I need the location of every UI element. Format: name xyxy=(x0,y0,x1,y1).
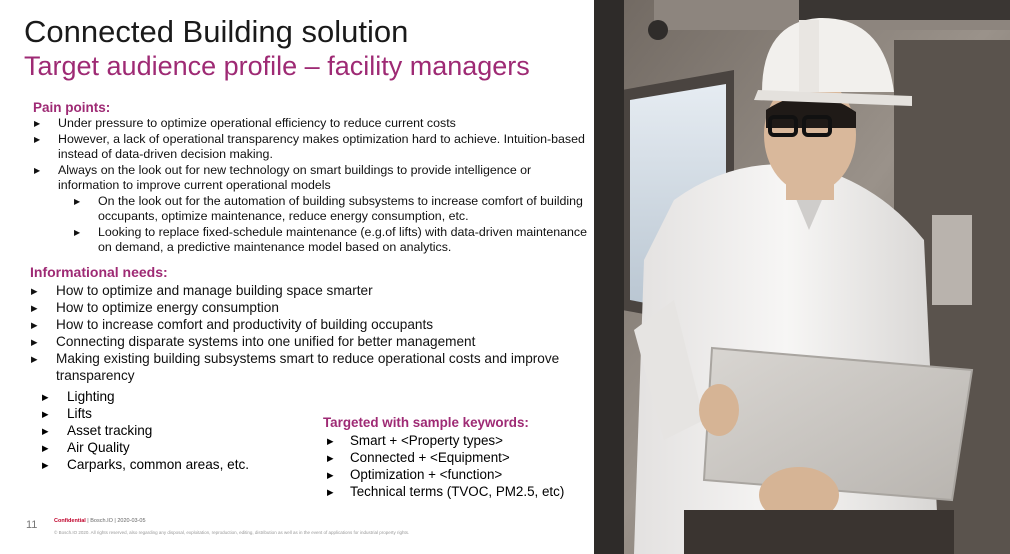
keywords-list xyxy=(323,432,588,500)
pain-points-heading: Pain points: xyxy=(33,100,111,115)
pain-point-item: ▶ Under pressure to optimize operational efficiency to reduce current costs xyxy=(28,116,593,132)
keyword-item: ▶ Smart + <Property types> xyxy=(323,432,588,449)
informational-need-item: ▶ How to optimize and manage building space smarter xyxy=(28,282,593,299)
informational-need-item: ▶ How to increase comfort and productivity of building occupants xyxy=(28,316,593,333)
slide-subtitle: Target audience profile – facility managers xyxy=(24,51,530,81)
slide-title: Connected Building solution xyxy=(24,14,409,49)
informational-need-item: ▶ How to optimize energy consumption xyxy=(28,299,593,316)
page-number: 11 xyxy=(26,519,38,531)
informational-needs-sublist xyxy=(39,388,249,473)
subsystem-item: ▶ Lighting xyxy=(39,388,249,405)
keyword-item: ▶ Optimization + <function> xyxy=(323,466,588,483)
informational-need-item: ▶ Making existing building subsystems smart to reduce operational costs and improve transparency xyxy=(28,350,593,384)
keyword-item: ▶ Technical terms (TVOC, PM2.5, etc) xyxy=(323,483,588,500)
pain-point-item: ▶ However, a lack of operational transparency makes optimization hard to achieve. Intuition-based instead of data-driven decision making. xyxy=(28,132,593,163)
informational-needs-list xyxy=(28,282,593,384)
subsystem-item: ▶ Asset tracking xyxy=(39,422,249,439)
subsystem-item: ▶ Carparks, common areas, etc. xyxy=(39,456,249,473)
pain-points-list xyxy=(28,116,593,256)
pain-point-subitem: ▶ Looking to replace fixed-schedule maintenance (e.g.of lifts) with data-driven maintenance on demand, a predictive maintenance model based on analytics. xyxy=(28,225,593,256)
keyword-item: ▶ Connected + <Equipment> xyxy=(323,449,588,466)
informational-needs-heading: Informational needs: xyxy=(30,263,168,280)
footer-meta-text: | Bosch.IO | 2020-03-05 xyxy=(85,518,146,524)
footer-meta xyxy=(54,518,146,524)
subsystem-item: ▶ Air Quality xyxy=(39,439,249,456)
pain-point-subitem: ▶ On the look out for the automation of building subsystems to increase comfort of building occupants, optimize maintenance, reduce energy consumption, etc. xyxy=(28,194,593,225)
pain-point-item: ▶ Always on the look out for new technology on smart buildings to provide intelligence or information to improve current operational models xyxy=(28,163,593,194)
subsystem-item: ▶ Lifts xyxy=(39,405,249,422)
informational-need-item: ▶ Connecting disparate systems into one unified for better management xyxy=(28,333,593,350)
slide-content xyxy=(28,100,593,384)
engineer-photo xyxy=(594,0,1010,554)
footer-copyright: © Bosch.IO 2020. All rights reserved, also regarding any disposal, exploitation, reproduction, editing, distribution as well as in the event of applications for industrial property rights. xyxy=(54,530,410,535)
confidential-label: Confidential xyxy=(54,518,86,524)
keywords-block xyxy=(323,415,588,500)
keywords-heading: Targeted with sample keywords: xyxy=(323,415,529,430)
